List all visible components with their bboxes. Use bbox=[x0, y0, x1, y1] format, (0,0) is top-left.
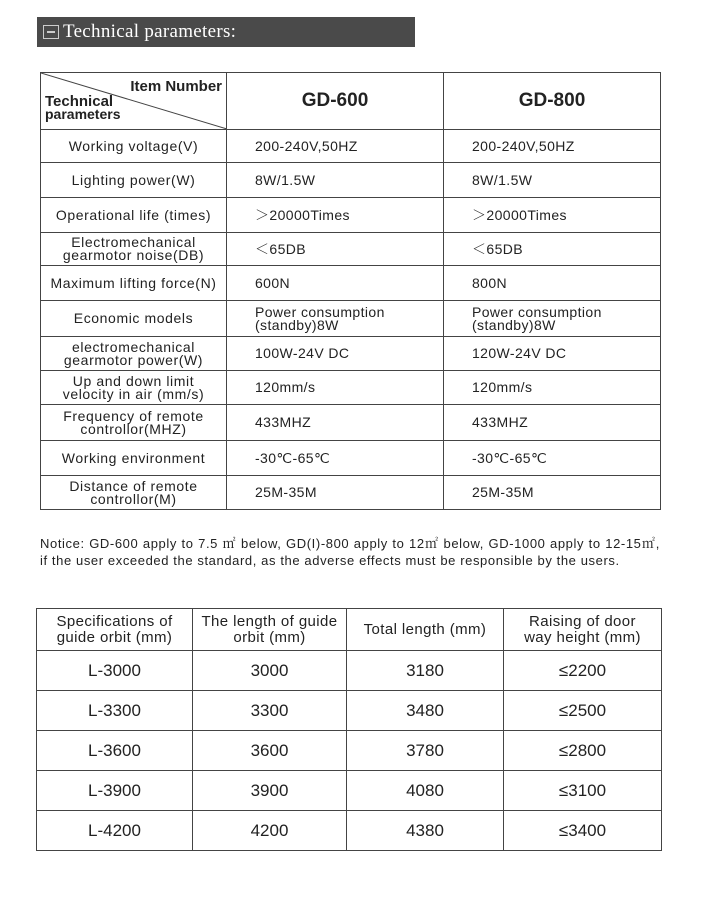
cell-line: 8W/1.5W bbox=[255, 171, 316, 188]
table-cell: 3780 bbox=[347, 731, 504, 771]
table-row bbox=[41, 130, 661, 163]
parameter-label bbox=[41, 198, 227, 233]
parameter-label bbox=[41, 266, 227, 301]
table-row bbox=[37, 651, 662, 691]
cell-line: 200-240V,50HZ bbox=[255, 137, 358, 154]
gd-800-value bbox=[444, 233, 661, 266]
table-cell: ≤2800 bbox=[504, 731, 662, 771]
section-title: Technical parameters: bbox=[63, 21, 237, 42]
cell-line: Specifications of bbox=[56, 612, 173, 630]
cell-line: gearmotor noise(DB) bbox=[62, 247, 205, 263]
table-cell: 3000 bbox=[193, 651, 347, 691]
table-row bbox=[41, 476, 661, 510]
cell-line: Power consumption bbox=[472, 303, 602, 320]
table-cell: 4080 bbox=[347, 771, 504, 811]
gd-800-value bbox=[444, 198, 661, 233]
table-cell: 3180 bbox=[347, 651, 504, 691]
table-row bbox=[41, 405, 661, 441]
table-cell: L-3600 bbox=[37, 731, 193, 771]
table-cell: 4380 bbox=[347, 811, 504, 851]
cell-line: velocity in air (mm/s) bbox=[62, 385, 205, 402]
table-cell: ≤3400 bbox=[504, 811, 662, 851]
cell-line: 120W-24V DC bbox=[472, 345, 567, 361]
cell-line: ＜65DB bbox=[255, 240, 307, 257]
cell-line: (standby)8W bbox=[472, 316, 556, 333]
gd-800-value bbox=[444, 163, 661, 198]
column-header bbox=[193, 609, 347, 651]
cell-line: Maximum lifting force(N) bbox=[50, 274, 217, 291]
cell-line: 433MHZ bbox=[255, 414, 312, 430]
square-bullet-icon bbox=[43, 25, 59, 39]
gd-800-value bbox=[444, 405, 661, 441]
cell-line: 100W-24V DC bbox=[255, 345, 350, 361]
table-row bbox=[41, 301, 661, 337]
cell-line: -30℃-65℃ bbox=[472, 449, 548, 466]
column-header bbox=[347, 609, 504, 651]
cell-line: 800N bbox=[472, 274, 508, 291]
model-gd-800-header: GD-800 bbox=[444, 73, 661, 130]
table-row bbox=[41, 198, 661, 233]
cell-line: Operational life (times) bbox=[55, 206, 212, 223]
table-row bbox=[41, 233, 661, 266]
table-header-row bbox=[41, 73, 661, 130]
cell-line: controllor(M) bbox=[90, 490, 177, 507]
cell-line: ＜65DB bbox=[472, 240, 524, 257]
table-cell: 3900 bbox=[193, 771, 347, 811]
cell-line: ＞20000Times bbox=[255, 206, 350, 223]
gd-600-value bbox=[227, 405, 444, 441]
parameter-label bbox=[41, 441, 227, 476]
cell-line: Raising of door bbox=[529, 612, 636, 630]
cell-line: Frequency of remote bbox=[63, 407, 204, 424]
cell-line: way height (mm) bbox=[524, 628, 641, 646]
gd-600-value bbox=[227, 198, 444, 233]
diagonal-header-cell bbox=[41, 73, 227, 130]
table-row bbox=[41, 163, 661, 198]
gd-600-value bbox=[227, 130, 444, 163]
table-cell: 3300 bbox=[193, 691, 347, 731]
table-row bbox=[41, 266, 661, 301]
table-cell: L-3300 bbox=[37, 691, 193, 731]
cell-line: 600N bbox=[255, 274, 291, 291]
column-header bbox=[37, 609, 193, 651]
gd-800-value bbox=[444, 130, 661, 163]
parameter-label bbox=[41, 371, 227, 405]
table-row bbox=[41, 371, 661, 405]
parameter-label bbox=[41, 476, 227, 510]
parameter-label bbox=[41, 130, 227, 163]
guide-orbit-table bbox=[36, 608, 662, 851]
gd-600-value bbox=[227, 233, 444, 266]
cell-line: Economic models bbox=[73, 310, 194, 326]
table-row bbox=[37, 771, 662, 811]
parameter-label bbox=[41, 337, 227, 371]
cell-line: -30℃-65℃ bbox=[255, 449, 331, 466]
model-gd-600-header: GD-600 bbox=[227, 73, 444, 130]
cell-line: Electromechanical bbox=[71, 234, 196, 250]
cell-line: Working environment bbox=[61, 449, 206, 466]
gd-800-value bbox=[444, 441, 661, 476]
cell-line: 25M-35M bbox=[255, 484, 317, 500]
gd-800-value bbox=[444, 371, 661, 405]
parameter-label bbox=[41, 301, 227, 337]
cell-line: 200-240V,50HZ bbox=[472, 137, 575, 154]
cell-line: Up and down limit bbox=[72, 372, 195, 389]
parameter-label bbox=[41, 233, 227, 266]
cell-line: Distance of remote bbox=[69, 477, 198, 494]
table-cell: L-4200 bbox=[37, 811, 193, 851]
cell-line: orbit (mm) bbox=[233, 628, 306, 646]
gd-600-value bbox=[227, 337, 444, 371]
gd-600-value bbox=[227, 266, 444, 301]
table-row bbox=[37, 811, 662, 851]
gd-600-value bbox=[227, 441, 444, 476]
gd-800-value bbox=[444, 476, 661, 510]
cell-line: The length of guide bbox=[201, 612, 338, 630]
cell-line: 433MHZ bbox=[472, 414, 529, 430]
cell-line: gearmotor power(W) bbox=[63, 351, 204, 368]
table-cell: ≤2500 bbox=[504, 691, 662, 731]
table-cell: ≤2200 bbox=[504, 651, 662, 691]
table-row bbox=[41, 441, 661, 476]
table-row bbox=[37, 691, 662, 731]
table-cell: 3600 bbox=[193, 731, 347, 771]
section-banner bbox=[37, 17, 415, 47]
cell-line: (standby)8W bbox=[255, 316, 339, 333]
gd-600-value bbox=[227, 163, 444, 198]
item-number-label: Item Number bbox=[130, 78, 222, 95]
table-cell: 3480 bbox=[347, 691, 504, 731]
table-cell: 4200 bbox=[193, 811, 347, 851]
gd-600-value bbox=[227, 476, 444, 510]
cell-line: guide orbit (mm) bbox=[56, 628, 173, 646]
technical-parameters-label: Technical parameters bbox=[45, 93, 121, 122]
cell-line: Working voltage(V) bbox=[68, 137, 199, 154]
cell-line: 8W/1.5W bbox=[472, 171, 533, 188]
cell-line: 25M-35M bbox=[472, 484, 534, 500]
table-cell: L-3000 bbox=[37, 651, 193, 691]
gd-800-value bbox=[444, 337, 661, 371]
table-cell: ≤3100 bbox=[504, 771, 662, 811]
gd-600-value bbox=[227, 301, 444, 337]
parameter-label bbox=[41, 405, 227, 441]
column-header bbox=[504, 609, 662, 651]
cell-line: Lighting power(W) bbox=[71, 171, 196, 188]
cell-line: electromechanical bbox=[71, 338, 196, 355]
cell-line: ＞20000Times bbox=[472, 206, 567, 223]
table-header-row bbox=[37, 609, 662, 651]
table-cell: L-3900 bbox=[37, 771, 193, 811]
gd-800-value bbox=[444, 266, 661, 301]
table-row bbox=[41, 337, 661, 371]
cell-line: controllor(MHZ) bbox=[80, 420, 187, 437]
table-row bbox=[37, 731, 662, 771]
cell-line: 120mm/s bbox=[472, 379, 533, 395]
technical-parameters-table bbox=[40, 72, 661, 510]
cell-line: Total length (mm) bbox=[363, 620, 487, 638]
gd-600-value bbox=[227, 371, 444, 405]
parameter-label bbox=[41, 163, 227, 198]
cell-line: Power consumption bbox=[255, 303, 385, 320]
gd-800-value bbox=[444, 301, 661, 337]
notice-text: Notice: GD-600 apply to 7.5 ㎡ below, GD(I)-800 apply to 12㎡ below, GD-1000 apply to 12-15㎡, if the user exceeded the standard, as the adverse effects must be responsible by the users. bbox=[40, 536, 660, 568]
cell-line: 120mm/s bbox=[255, 379, 316, 395]
